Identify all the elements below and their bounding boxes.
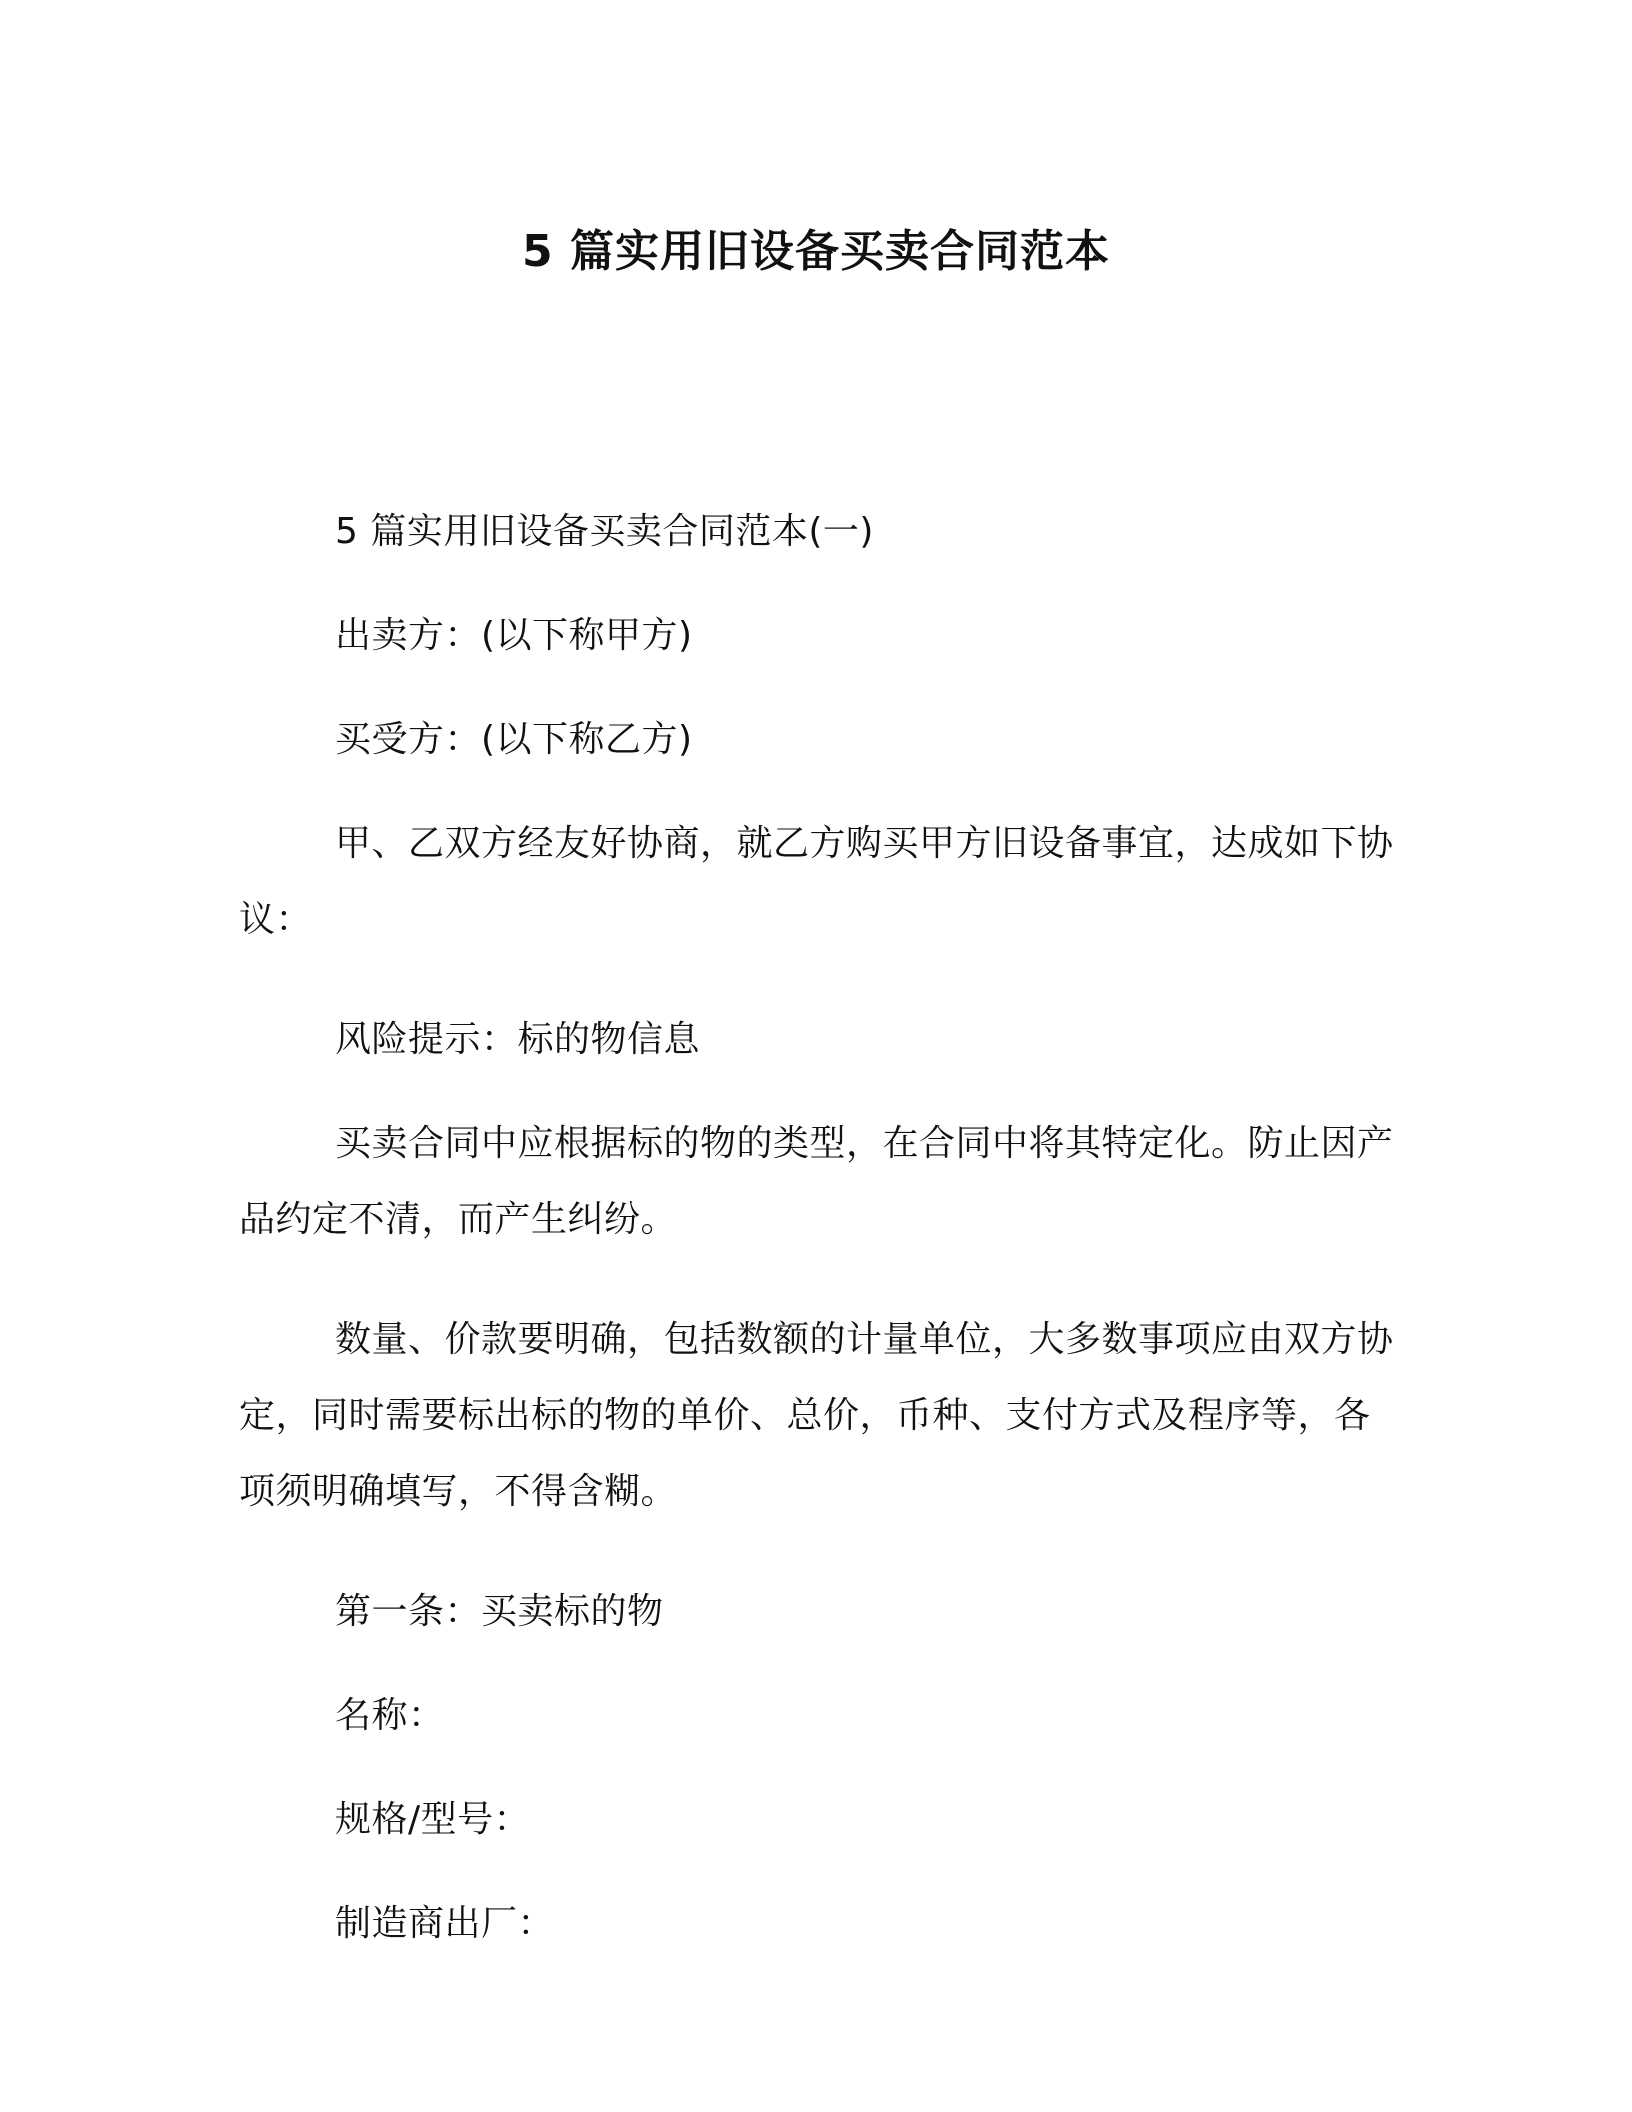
model-field-label: 规格/型号： — [335, 1799, 531, 1840]
document-body — [239, 494, 1399, 1990]
name-field-label: 名称： — [335, 1695, 445, 1736]
manufacturer-field-label: 制造商出厂： — [335, 1903, 555, 1944]
seller-line: 出卖方：(以下称甲方) — [335, 615, 693, 656]
section-heading: 5 篇实用旧设备买卖合同范本(一) — [335, 511, 874, 552]
quantity-price-paragraph: 数量、价款要明确，包括数额的计量单位，大多数事项应由双方协定，同时需要标出标的物的单价、总价，币种、支付方式及程序等，各项须明确填写，不得含糊。 — [239, 1319, 1394, 1512]
buyer-line: 买受方：(以下称乙方) — [335, 719, 693, 760]
document-title: 5 篇实用旧设备买卖合同范本 — [522, 226, 1110, 277]
subject-matter-paragraph: 买卖合同中应根据标的物的类型，在合同中将其特定化。防止因产品约定不清，而产生纠纷。 — [239, 1123, 1394, 1240]
agreement-intro: 甲、乙双方经友好协商，就乙方购买甲方旧设备事宜，达成如下协议： — [239, 823, 1394, 940]
risk-notice: 风险提示：标的物信息 — [335, 1019, 701, 1060]
article-one-heading: 第一条：买卖标的物 — [335, 1591, 664, 1632]
